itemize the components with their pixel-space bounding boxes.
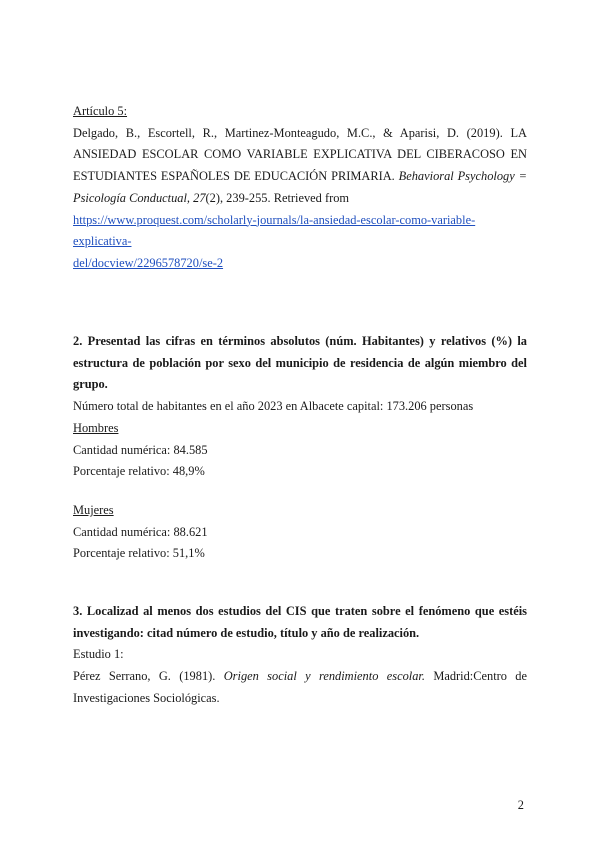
page-number: 2 bbox=[517, 798, 524, 812]
men-label: Hombres bbox=[73, 420, 119, 435]
study-1-citation bbox=[73, 666, 527, 709]
question-2-heading: 2. Presentad las cifras en términos absolutos (núm. Habitantes) y relativos (%) la estructura de población por sexo del municipio de residencia de algún miembro del grupo. bbox=[73, 334, 527, 392]
study-1-label: Estudio 1: bbox=[73, 647, 124, 662]
article-heading: Artículo 5: bbox=[73, 104, 128, 118]
citation-volume: 27 bbox=[193, 190, 206, 205]
citation-journal: Behavioral Psychology = Psicología Conductual, bbox=[73, 169, 527, 205]
study-1-title: Origen social y rendimiento escolar. bbox=[223, 669, 425, 684]
citation-authors: Delgado, B., Escortell, R., Martinez-Monteagudo, M.C., & Aparisi, D. (2019). bbox=[73, 125, 503, 140]
citation-url-link[interactable] bbox=[73, 210, 527, 275]
citation-url-line-1: https://www.proquest.com/scholarly-journals/la-ansiedad-escolar-como-variable-explicativa- bbox=[73, 212, 476, 249]
citation-url-line-2: del/docview/2296578720/se-2 bbox=[73, 255, 224, 270]
citation-issue: (2), bbox=[205, 190, 224, 205]
citation-retrieved: Retrieved from bbox=[273, 190, 350, 205]
men-count: Cantidad numérica: 84.585 bbox=[73, 442, 208, 457]
question-2-section bbox=[73, 331, 527, 565]
citation-title: LA ANSIEDAD ESCOLAR COMO VARIABLE EXPLICATIVA DEL CIBERACOSO EN ESTUDIANTES ESPAÑOLES DE EDUCACIÓN PRIMARIA. bbox=[73, 125, 527, 184]
citation-text bbox=[73, 123, 527, 210]
question-3-section bbox=[73, 601, 527, 710]
population-total: Número total de habitantes en el año 2023 en Albacete capital: 173.206 personas bbox=[73, 399, 474, 414]
women-label: Mujeres bbox=[73, 502, 114, 517]
citation-pages: 239-255. bbox=[226, 190, 271, 205]
men-percentage: Porcentaje relativo: 48,9% bbox=[73, 464, 205, 479]
study-1-author: Pérez Serrano, G. (1981). bbox=[73, 669, 216, 684]
question-3-heading: 3. Localizad al menos dos estudios del CIS que traten sobre el fenómeno que estéis investigando: citad número de estudio, título y año de realización. bbox=[73, 604, 527, 640]
women-percentage: Porcentaje relativo: 51,1% bbox=[73, 546, 205, 561]
women-count: Cantidad numérica: 88.621 bbox=[73, 524, 208, 539]
study-1-publisher: Madrid:Centro de Investigaciones Sociológicas. bbox=[73, 669, 527, 705]
article-5-reference bbox=[73, 101, 527, 275]
